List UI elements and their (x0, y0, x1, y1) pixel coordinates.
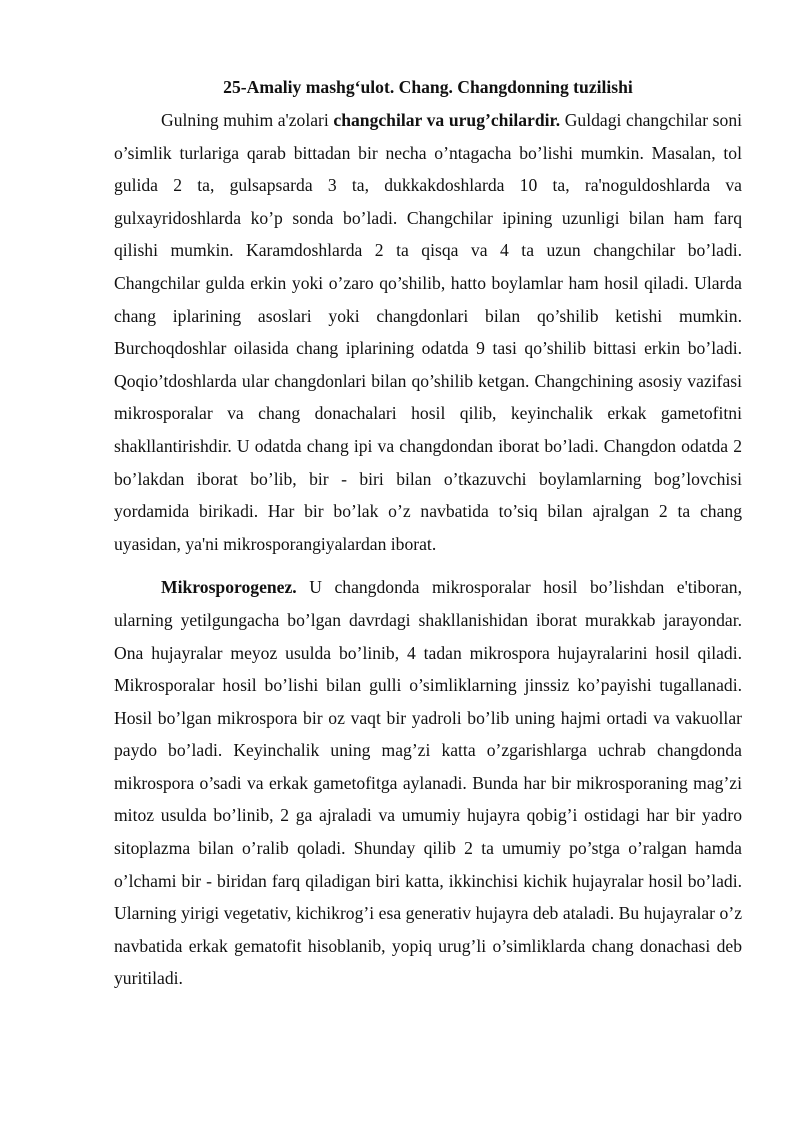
paragraph-stamens (114, 104, 742, 560)
document-page (114, 70, 742, 995)
paragraph-stamens-body: Guldagi changchilar soni o’simlik turlariga qarab bittadan bir necha o’ntagacha bo’lishi mumkin. Masalan, tol gulida 2 ta, gulsapsarda 3 ta, dukkakdoshlarda 10 ta, ra'noguldoshlarda va gulxayridoshlarda ko’p sonda bo’ladi. Changchilar ipining uzunligi bilan ham farq qilishi mumkin. Karamdoshlarda 2 ta qisqa va 4 ta uzun changchilar bo’ladi. Changchilar gulda erkin yoki o’zaro qo’shilib, hatto boylamlar ham hosil qiladi. Ularda chang iplarining asoslari yoki changdonlari bilan qo’shilib ketishi mumkin. Burchoqdoshlar oilasida chang iplarining odatda 9 tasi qo’shilib bittasi erkin bo’ladi. Qoqio’tdoshlarda ular changdonlari bilan qo’shilib ketgan. Changchining asosiy vazifasi mikrosporalar va chang donachalari hosil qilib, keyinchalik erkak gametofitni shakllantirishdir. U odatda chang ipi va changdondan iborat bo’ladi. Changdon odatda 2 bo’lakdan iborat bo’lib, bir - biri bilan o’tkazuvchi boylamlarning bog’lovchisi yordamida birikadi. Har bir bo’lak o’z navbatida to’siq bilan ajralgan 2 ta chang uyasidan, ya'ni mikrosporangiyalardan iborat. (114, 110, 743, 554)
paragraph-stamens-lead: Gulning muhim a'zolari (161, 110, 334, 130)
paragraph-microsporogenesis-heading: Mikrosporogenez. (161, 577, 297, 598)
document-title: 25-Amaliy mashg‘ulot. Chang. Changdonning tuzilishi (223, 77, 633, 97)
paragraph-microsporogenesis (114, 571, 742, 995)
paragraph-stamens-bold: changchilar va urug’chilardir. (333, 110, 561, 130)
paragraph-microsporogenesis-body: U changdonda mikrosporalar hosil bo’lishdan e'tiboran, ularning yetilgungacha bo’lgan davrdagi shakllanishidan iborat murakkab jarayondar. Ona hujayralar meyoz usulda bo’linib, 4 tadan mikrospora hujayralarini hosil qiladi. Mikrosporalar hosil bo’lishi bilan gulli o’simliklarning jinssiz ko’payishi tugallanadi. Hosil bo’lgan mikrospora bir oz vaqt bir yadroli bo’lib uning hajmi ortadi va vakuollar paydo bo’ladi. Keyinchalik uning mag’zi katta o’zgarishlarga uchrab changdonda mikrospora o’sadi va erkak gametofitga aylanadi. Bunda har bir mikrosporaning mag’zi mitoz usulda bo’linib, 2 ga ajraladi va umumiy hujayra qobig’i ostidagi har bir yadro sitoplazma bilan o’ralib qoladi. Shunday qilib 2 ta umumiy po’stga o’ralgan hamda o’lchami bir - biridan farq qiladigan biri katta, ikkinchisi kichik hujayralar hosil bo’ladi. Ularning yirigi vegetativ, kichikrog’i esa generativ hujayra deb ataladi. Bu hujayralar o’z navbatida erkak gematofit hisoblanib, yopiq urug’li o’simliklarda chang donachasi deb yuritiladi. (114, 577, 742, 989)
